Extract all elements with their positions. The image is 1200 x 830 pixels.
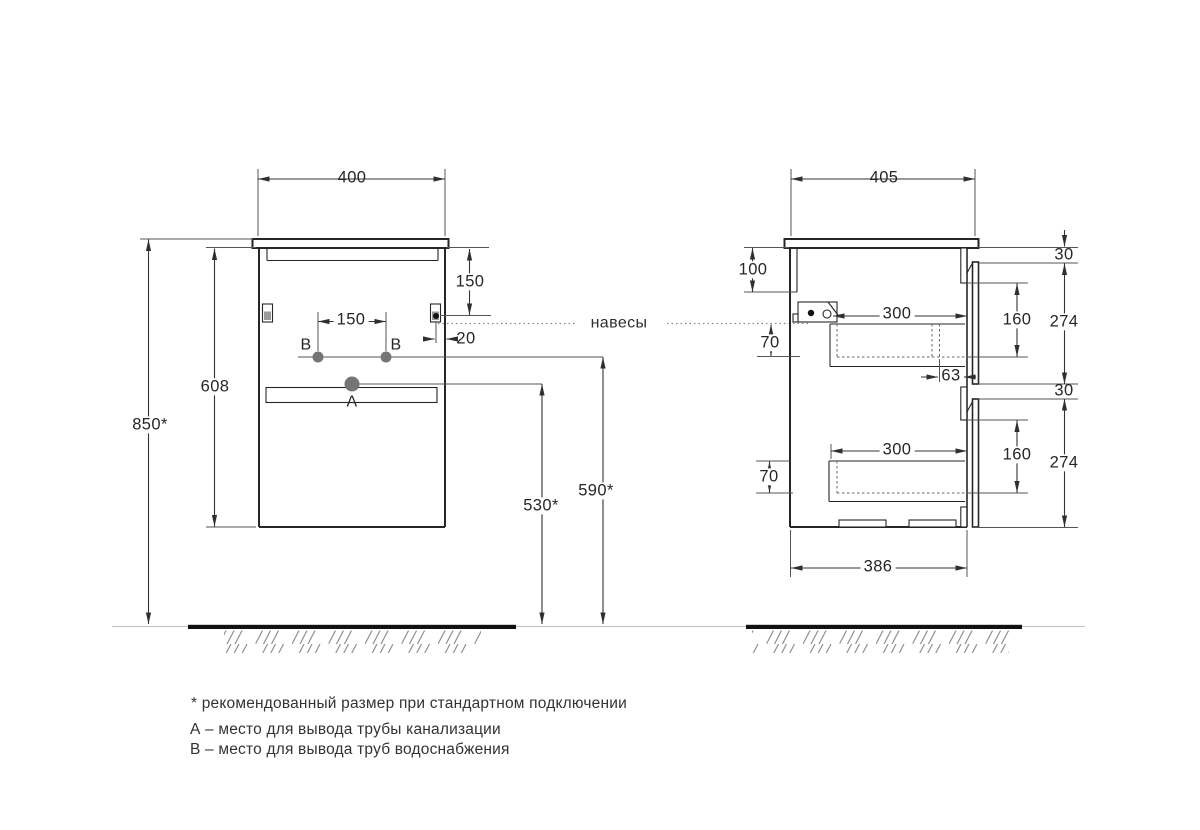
dim-front-height-upper: 274 <box>1047 313 1082 330</box>
floor-hatching-right <box>752 631 1009 654</box>
note-b-supply: В – место для вывода труб водоснабжения <box>190 741 510 758</box>
label-a: A <box>346 393 358 411</box>
hangers-callout: навесы <box>590 314 648 332</box>
dim-total-height: 850* <box>129 416 171 433</box>
dim-hanger-side-offset: 20 <box>456 329 476 348</box>
dim-hanger-vertical-offset: 150 <box>453 273 488 290</box>
dim-back-rail-height: 100 <box>736 261 771 278</box>
dim-supply-outlet-height: 590* <box>575 482 617 499</box>
label-b-right: B <box>390 336 402 354</box>
hanger-bracket-left <box>263 304 273 322</box>
side-view <box>744 169 1078 577</box>
plinth-pad-right <box>909 520 956 527</box>
dim-siphon-offset: 63 <box>941 366 961 385</box>
note-recommended-size: * рекомендованный размер при стандартном подключении <box>191 695 627 712</box>
hanger-bracket-right <box>431 304 441 322</box>
dim-hanger-drop-upper: 70 <box>757 334 782 351</box>
dim-drawer-opening-upper: 160 <box>1000 311 1035 328</box>
label-b-left: B <box>300 336 312 354</box>
dim-middle-gap: 30 <box>1054 381 1074 400</box>
dim-hanger-drop-lower: 70 <box>756 468 781 485</box>
floor-line <box>112 625 1085 653</box>
dim-bottom-depth: 386 <box>861 558 896 575</box>
dim-top-gap: 30 <box>1054 245 1074 264</box>
supply-point-left <box>313 352 324 363</box>
drawer-front-upper <box>973 262 979 384</box>
front-view <box>140 169 808 624</box>
dim-front-height-lower: 274 <box>1047 454 1082 471</box>
dim-drawer-depth-upper: 300 <box>880 305 915 322</box>
dim-drain-outlet-height: 530* <box>520 497 562 514</box>
drawer-front-lower <box>973 399 979 527</box>
note-a-drain: А – место для вывода трубы канализации <box>190 721 501 738</box>
dim-width-front: 400 <box>337 168 367 187</box>
hanger-bracket-side <box>793 302 838 322</box>
drain-point <box>345 377 360 392</box>
dim-depth-top: 405 <box>869 168 899 187</box>
plinth-pad-left <box>839 520 886 527</box>
dim-drawer-depth-lower: 300 <box>880 441 915 458</box>
dim-cabinet-height: 608 <box>198 378 233 395</box>
floor-hatching-left <box>224 631 481 654</box>
countertop-side <box>785 239 979 248</box>
dim-drawer-opening-lower: 160 <box>1000 446 1035 463</box>
dim-holes-spacing: 150 <box>334 311 369 328</box>
countertop-front <box>253 239 449 248</box>
drawer-box-lower <box>829 461 965 502</box>
